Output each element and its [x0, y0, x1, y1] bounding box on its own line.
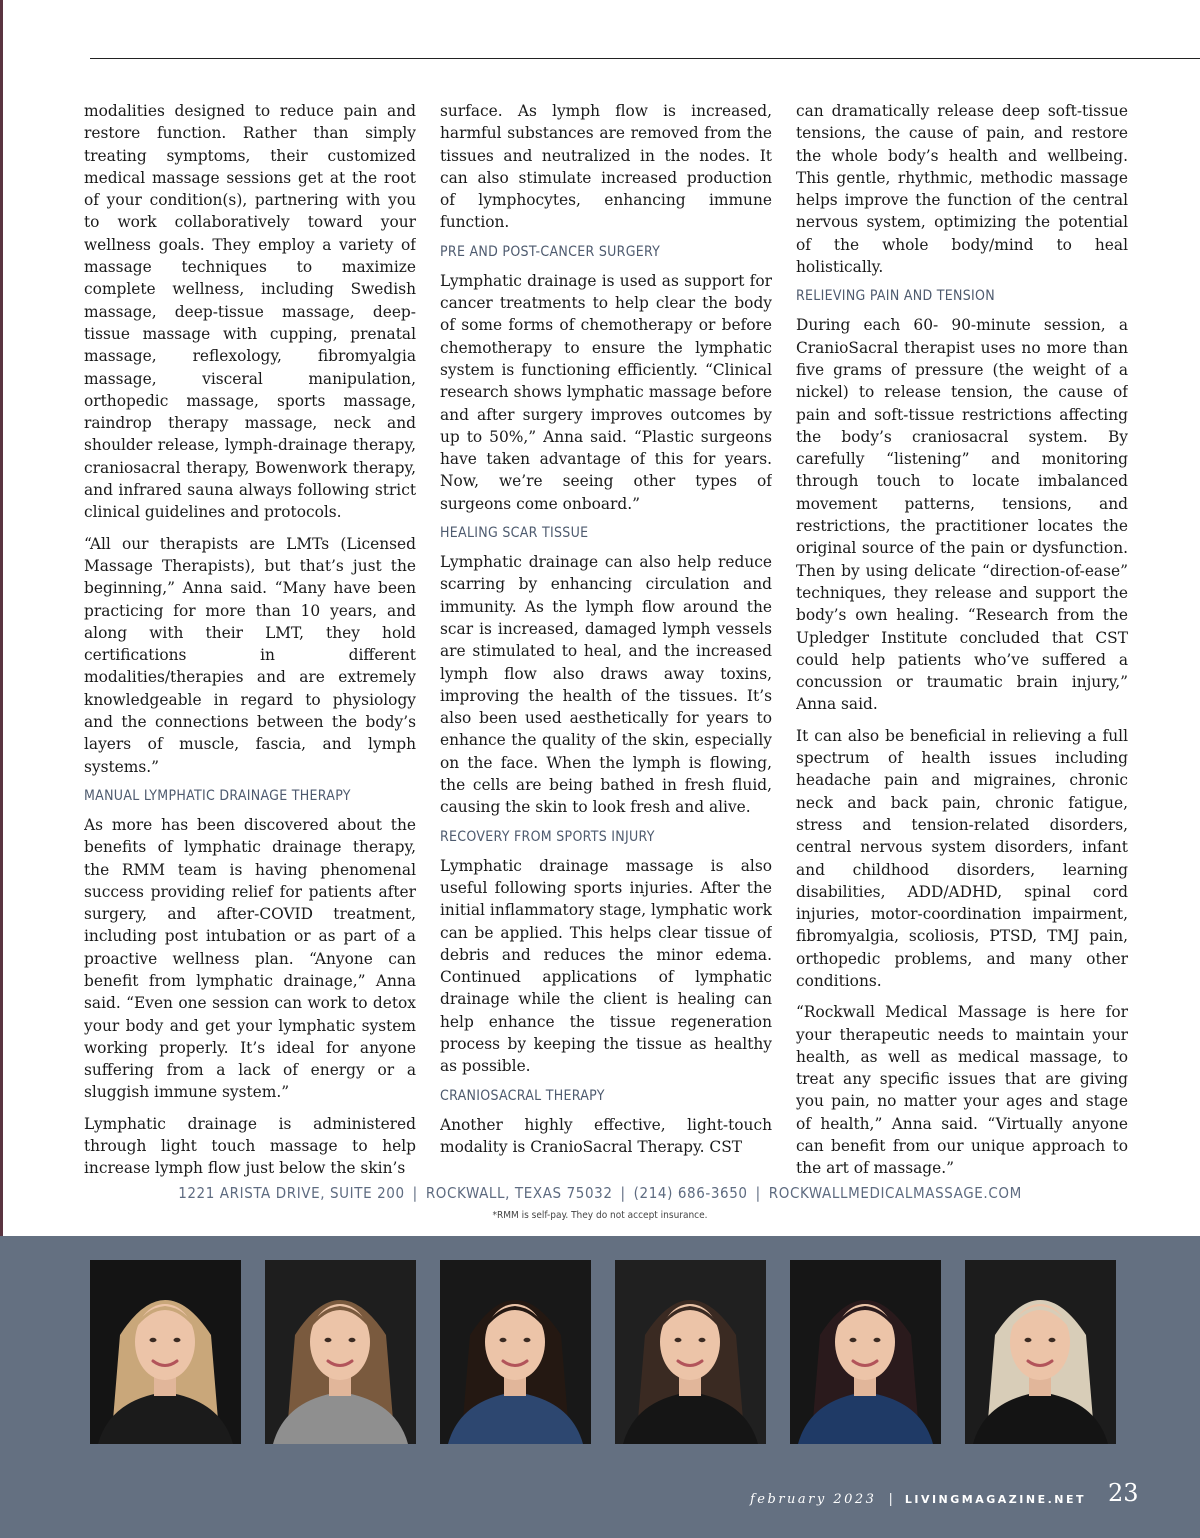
paragraph: As more has been discovered about the benefits of lymphatic drainage therapy, the RMM team is having phenomenal success providing relief for patients after surgery, and after-COVID treatment, including post intubation or as part of a proactive wellness plan. “Anyone can benefit from lymphatic drainage,” Anna said. “Even one session can work to detox your body and get your lymphatic system working properly. It’s ideal for anyone suffering from a lack of energy or a sluggish immune system.” [84, 815, 416, 1102]
top-rule [90, 58, 1200, 59]
paragraph: surface. As lymph flow is increased, harmful substances are removed from the tissues and neutralized in the nodes. It can also stimulate increased production of lymphocytes, enhancing immune function. [440, 102, 772, 232]
section-heading: HEALING SCAR TISSUE [440, 525, 589, 542]
section-heading: PRE AND POST-CANCER SURGERY [440, 243, 661, 260]
footer-line [750, 1492, 1086, 1507]
article-body [84, 100, 1128, 1180]
footer-band [0, 1236, 1200, 1538]
page-number: 23 [1108, 1479, 1139, 1507]
paragraph: During each 60- 90-minute session, a CranioSacral therapist uses no more than five grams of pressure (the weight of a nickel) to release tension, the cause of pain and soft-tissue restrictions affecting the body’s craniosacral system. By carefully “listening” and monitoring through touch to locate imbalanced movement patterns, tensions, and restrictions, the practitioner locates the original source of the pain or dysfunction. Then by using delicate “direction-of-ease” techniques, they release and support the body’s own healing. “Research from the Upledger Institute concluded that CST could help patients who’ve suffered a concussion or traumatic brain injury,” Anna said. [796, 316, 1128, 714]
paragraph: can dramatically release deep soft-tissue tensions, the cause of pain, and restore the whole body’s health and wellbeing. This gentle, rhythmic, methodic massage helps improve the function of the central nervous system, optimizing the potential of the whole body/mind to heal holistically. [796, 102, 1128, 277]
paragraph: Another highly effective, light-touch modality is CranioSacral Therapy. CST [440, 1115, 772, 1156]
contact-city: ROCKWALL, TEXAS 75032 [425, 1184, 613, 1202]
magazine-site: LIVINGMAGAZINE.NET [904, 1493, 1086, 1506]
section-heading: RELIEVING PAIN AND TENSION [796, 288, 995, 305]
footer-separator: | [888, 1492, 893, 1507]
therapist-photo-3 [440, 1260, 591, 1444]
paragraph: Lymphatic drainage is administered through light touch massage to help increase lymph flow just below the skin’s [84, 1114, 416, 1178]
therapist-photos [90, 1260, 1120, 1444]
therapist-photo-4 [615, 1260, 766, 1444]
therapist-photo-5 [790, 1260, 941, 1444]
paragraph: Lymphatic drainage massage is also useful following sports injuries. After the initial inflammatory stage, lymphatic work can be applied. This helps clear tissue of debris and reduces the minor edema. Continued applications of lymphatic drainage while the client is healing can help enhance the tissue regeneration process by keeping the tissue as healthy as possible. [440, 856, 772, 1076]
insurance-note: *RMM is self-pay. They do not accept insurance. [492, 1210, 708, 1221]
therapist-photo-6 [965, 1260, 1116, 1444]
contact-phone: (214) 686-3650 [633, 1184, 748, 1202]
contact-separator: | [620, 1184, 626, 1202]
column-3 [796, 100, 1128, 1180]
contact-separator: | [755, 1184, 761, 1202]
contact-website: ROCKWALLMEDICALMASSAGE.COM [768, 1184, 1022, 1202]
left-edge-bar [0, 0, 3, 1238]
section-heading: MANUAL LYMPHATIC DRAINAGE THERAPY [84, 787, 351, 804]
paragraph: It can also be beneficial in relieving a full spectrum of health issues including headache pain and migraines, chronic neck and back pain, chronic fatigue, stress and tension-related disorders, central nervous system disorders, infant and childhood disorders, learning disabilities, ADD/ADHD, spinal cord injuries, motor-coordination impairment, fibromyalgia, scoliosis, PTSD, TMJ pain, orthopedic problems, and many other conditions. [796, 726, 1128, 990]
paragraph: modalities designed to reduce pain and restore function. Rather than simply treating symptoms, their customized medical massage sessions get at the root of your condition(s), partnering with you to work collaboratively toward your wellness goals. They employ a variety of massage techniques to maximize complete wellness, including Swedish massage, deep-tissue massage, deep-tissue massage with cupping, prenatal massage, reflexology, fibromyalgia massage, visceral manipulation, orthopedic massage, sports massage, raindrop therapy massage, neck and shoulder release, lymph-drainage therapy, craniosacral therapy, Bowenwork therapy, and infrared sauna always following strict clinical guidelines and protocols. [84, 102, 416, 522]
paragraph: Lymphatic drainage is used as support for cancer treatments to help clear the body of some forms of chemotherapy or before chemotherapy to ensure the lymphatic system is functioning efficiently. “Clinical research shows lymphatic massage before and after surgery improves outcomes by up to 50%,” Anna said. “Plastic surgeons have taken advantage of this for years. Now, we’re seeing other types of surgeons come onboard.” [440, 271, 772, 513]
section-heading: RECOVERY FROM SPORTS INJURY [440, 828, 655, 845]
paragraph: “Rockwall Medical Massage is here for your therapeutic needs to maintain your health, as well as medical massage, to treat any specific issues that are giving you pain, no matter your ages and stage of health,” Anna said. “Virtually anyone can benefit from our unique approach to the art of massage.” [796, 1003, 1128, 1178]
paragraph: “All our therapists are LMTs (Licensed Massage Therapists), but that’s just the beginning,” Anna said. “Many have been practicing for more than 10 years, and along with their LMT, they hold certifications in different modalities/therapies and are extremely knowledgeable in regard to physiology and the connections between the body’s layers of muscle, fascia, and lymph systems.” [84, 534, 416, 776]
paragraph: Lymphatic drainage can also help reduce scarring by enhancing circulation and immunity. As the lymph flow around the scar is increased, damaged lymph vessels are stimulated to heal, and the increased lymph flow also draws away toxins, improving the health of the tissues. It’s also been used aesthetically for years to enhance the quality of the skin, especially on the face. When the lymph is flowing, the cells are being bathed in fresh fluid, causing the skin to look fresh and alive. [440, 553, 772, 817]
therapist-photo-2 [265, 1260, 416, 1444]
column-2 [440, 100, 772, 1180]
contact-separator: | [412, 1184, 418, 1202]
contact-address: 1221 ARISTA DRIVE, SUITE 200 [178, 1184, 405, 1202]
column-1 [84, 100, 416, 1180]
contact-line [0, 1184, 1200, 1202]
section-heading: CRANIOSACRAL THERAPY [440, 1087, 605, 1104]
issue-month: february 2023 [750, 1492, 877, 1507]
therapist-photo-1 [90, 1260, 241, 1444]
